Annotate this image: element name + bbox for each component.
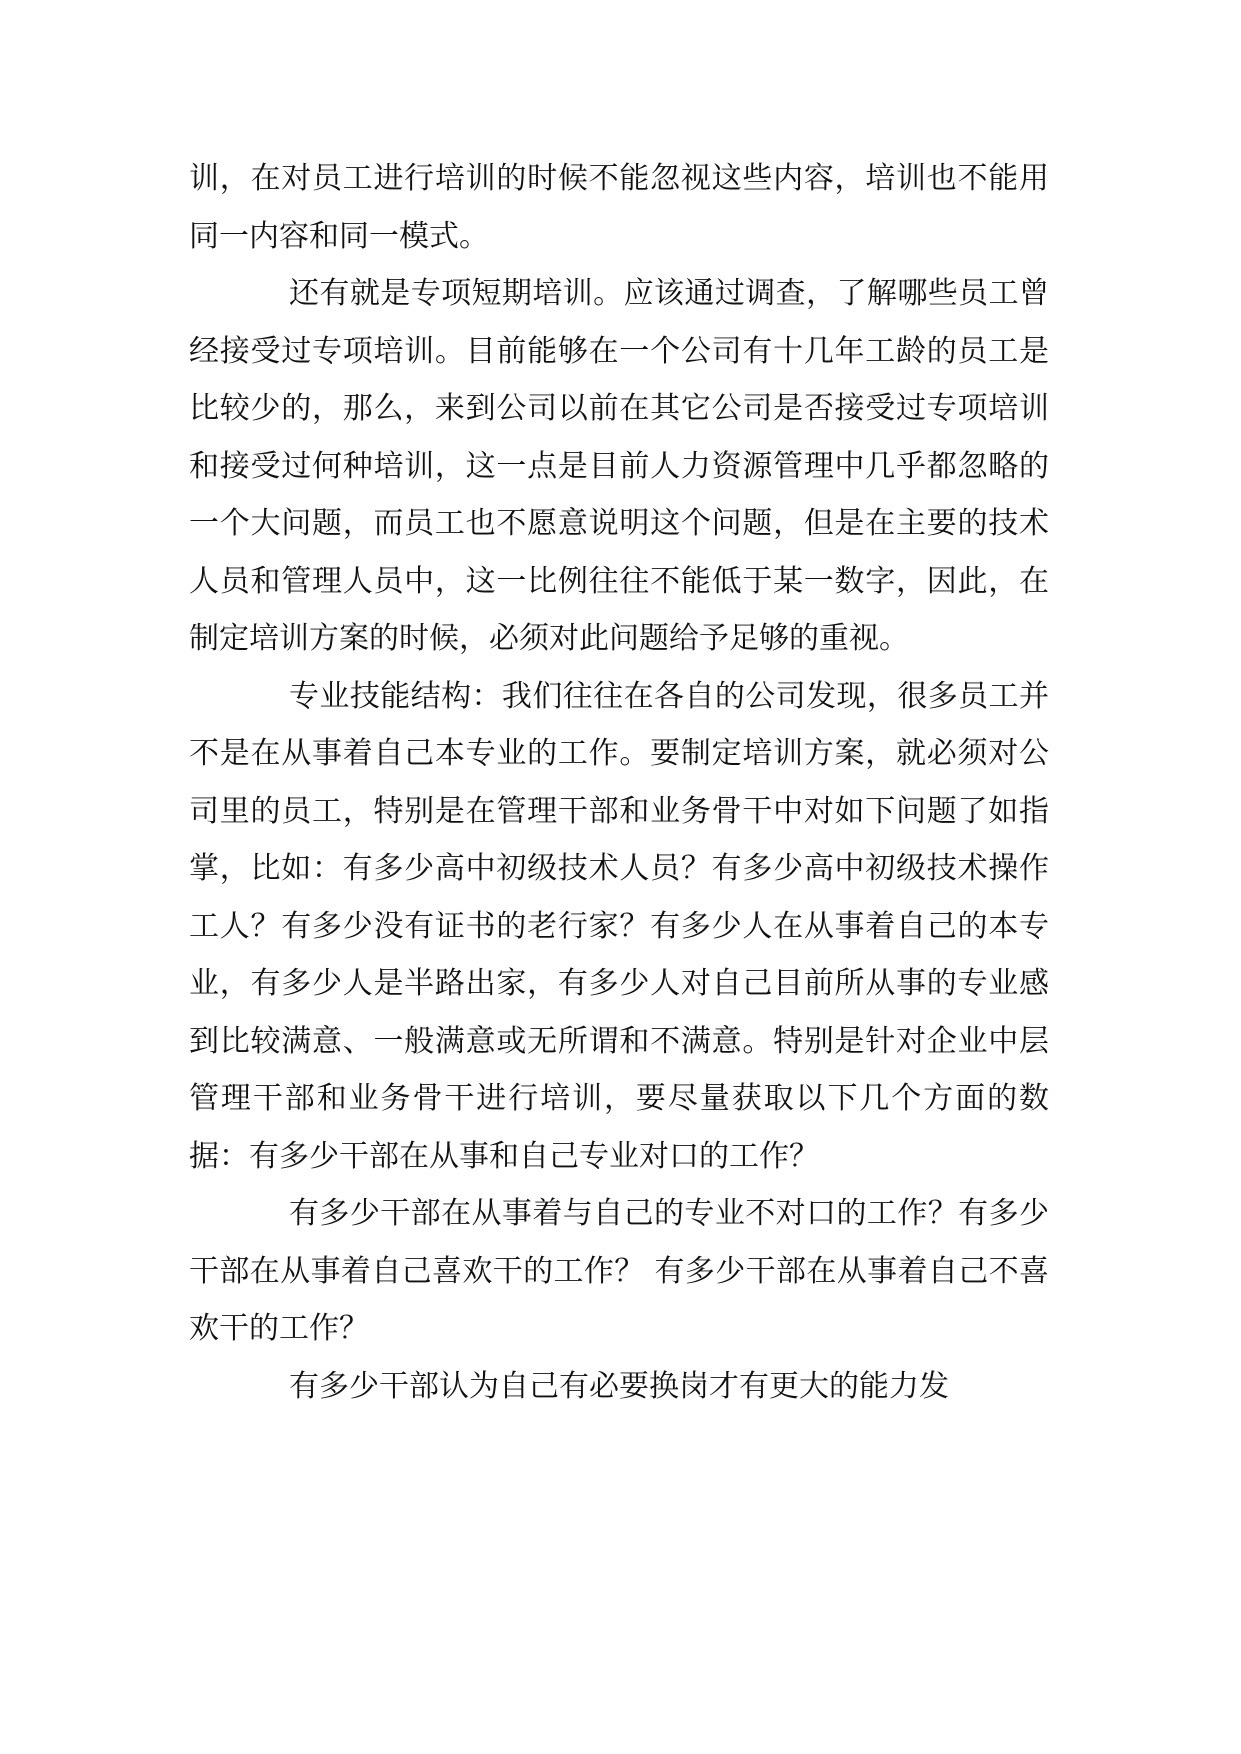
paragraph-2: 还有就是专项短期培训。应该通过调查，了解哪些员工曾经接受过专项培训。目前能够在一个公司有十几年工龄的员工是比较少的，那么，来到公司以前在其它公司是否接受过专项培训和接受过何种培训，这一点是目前人力资源管理中几乎都忽略的一个大问题，而员工也不愿意说明这个问题，但是在主要的技术人员和管理人员中，这一比例往往不能低于某一数字，因此，在制定培训方案的时候，必须对此问题给予足够的重视。 [189,276,1049,656]
paragraph-3: 专业技能结构：我们往往在各自的公司发现，很多员工并不是在从事着自己本专业的工作。要制定培训方案，就必须对公司里的员工，特别是在管理干部和业务骨干中对如下问题了如指掌，比如：有多少高中初级技术人员？有多少高中初级技术操作工人？有多少没有证书的老行家？有多少人在从事着自己的本专业，有多少人是半路出家，有多少人对自己目前所从事的专业感到比较满意、一般满意或无所谓和不满意。特别是针对企业中层管理干部和业务骨干进行培训，要尽量获取以下几个方面的数据：有多少干部在从事和自己专业对口的工作？ [189,678,1049,1174]
paragraph-4: 有多少干部在从事着与自己的专业不对口的工作？有多少干部在从事着自己喜欢干的工作？ 有多少干部在从事着自己不喜欢干的工作？ [189,1196,1049,1346]
paragraph-5: 有多少干部认为自己有必要换岗才有更大的能力发 [289,1368,949,1404]
body-text [189,150,1049,1415]
paragraph-1: 训，在对员工进行培训的时候不能忽视这些内容，培训也不能用同一内容和同一模式。 [189,161,1049,254]
